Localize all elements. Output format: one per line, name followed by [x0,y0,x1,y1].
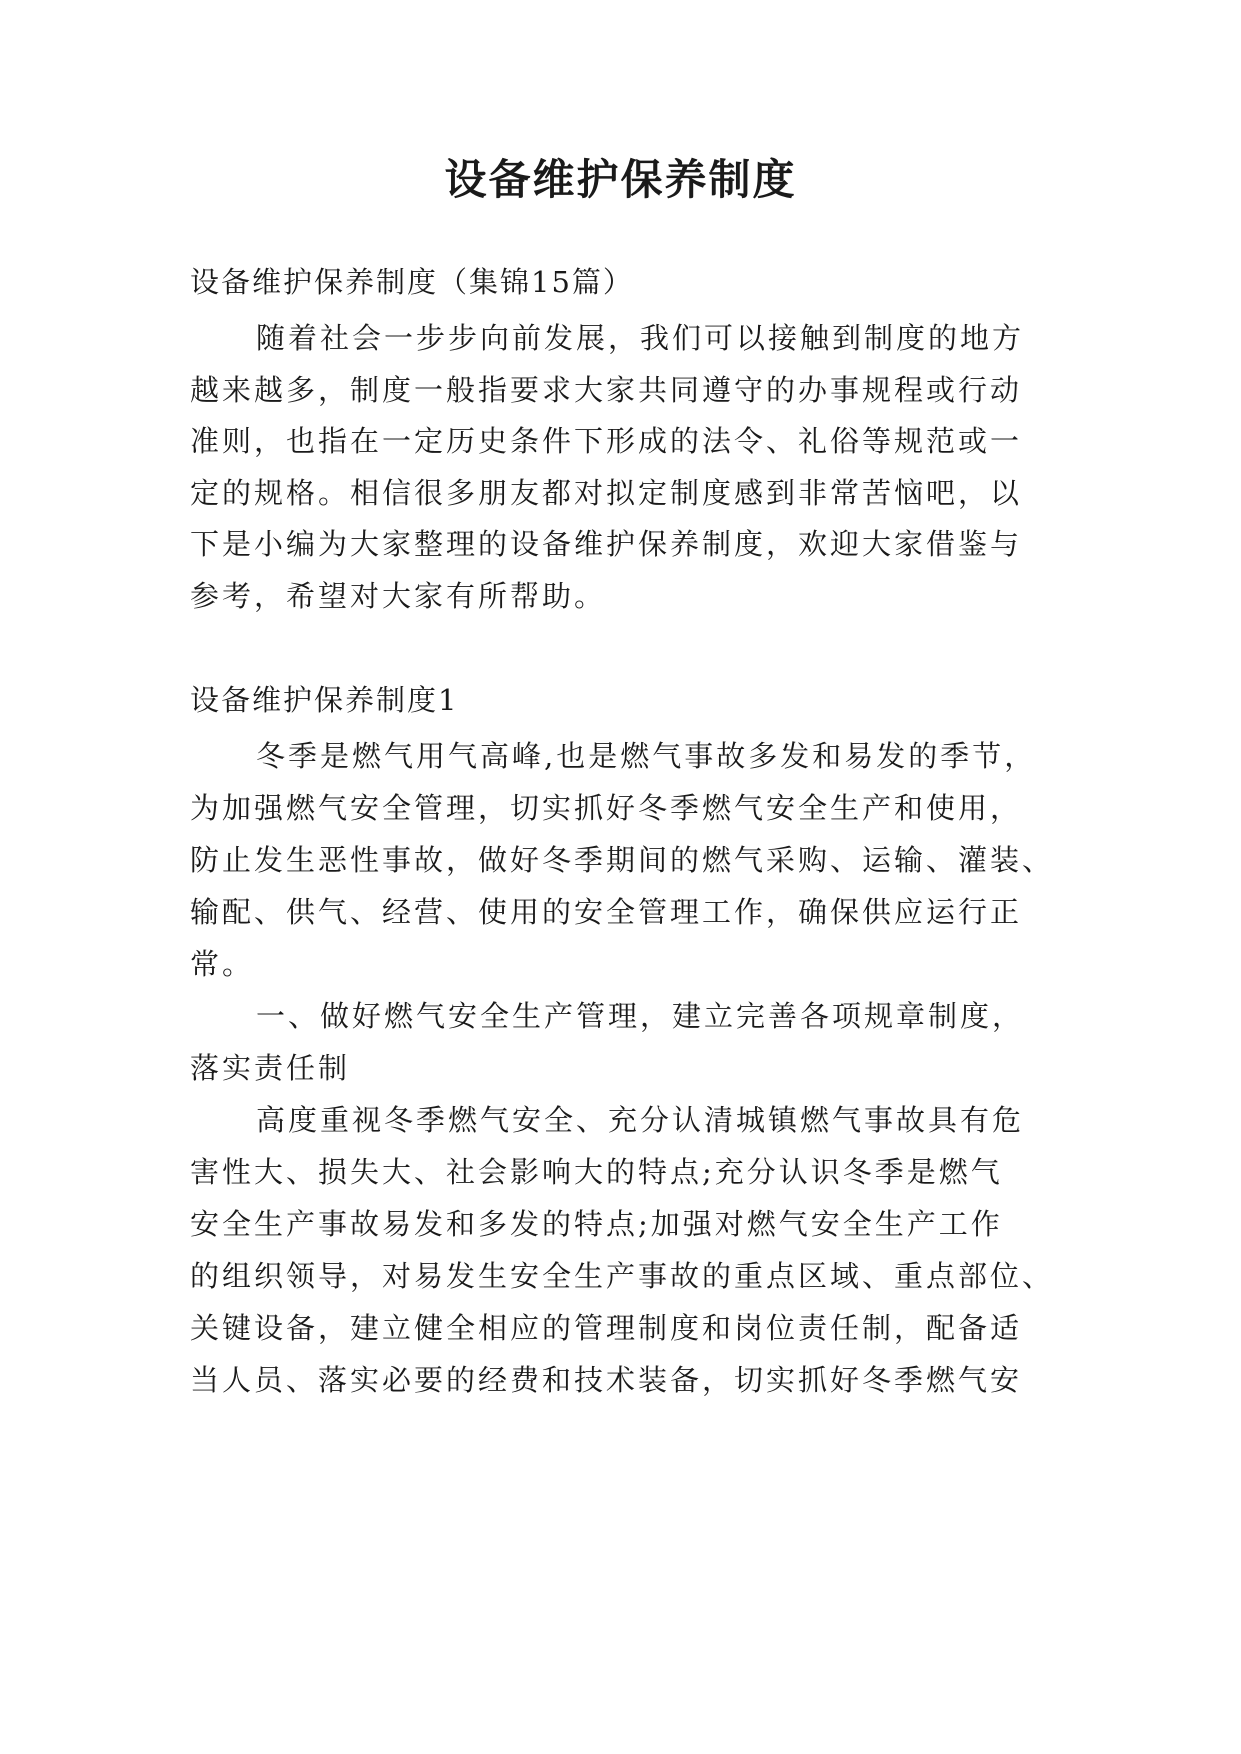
section1-para1-line: 常。 [190,947,255,981]
section1-para2-line: 关键设备，建立健全相应的管理制度和岗位责任制，配备适 [190,1311,1023,1345]
section-heading: 设备维护保养制度1 [190,683,459,717]
intro-line: 随着社会一步步向前发展，我们可以接触到制度的地方 [256,321,1025,355]
section1-para2-line: 害性大、损失大、社会影响大的特点;充分认识冬季是燃气 [190,1155,1003,1189]
section1-para2-line: 安全生产事故易发和多发的特点;加强对燃气安全生产工作 [190,1207,1003,1241]
document-title: 设备维护保养制度 [444,155,797,204]
intro-line: 定的规格。相信很多朋友都对拟定制度感到非常苦恼吧，以 [190,476,1023,510]
section1-para1-line: 冬季是燃气用气高峰,也是燃气事故多发和易发的季节， [256,739,1037,773]
section1-para1-line: 输配、供气、经营、使用的安全管理工作，确保供应运行正 [190,895,1023,929]
intro-line: 参考，希望对大家有所帮助。 [190,579,607,613]
section1-para2-line: 高度重视冬季燃气安全、充分认清城镇燃气事故具有危 [256,1103,1025,1137]
document-subtitle: 设备维护保养制度（集锦15篇） [190,265,634,299]
section1-para1-line: 防止发生恶性事故，做好冬季期间的燃气采购、运输、灌装、 [190,843,1055,877]
intro-line: 越来越多，制度一般指要求大家共同遵守的办事规程或行动 [190,373,1023,407]
intro-line: 下是小编为大家整理的设备维护保养制度，欢迎大家借鉴与 [190,527,1023,561]
section1-point-line: 落实责任制 [190,1051,351,1085]
section1-para2-line: 当人员、落实必要的经费和技术装备，切实抓好冬季燃气安 [190,1363,1023,1397]
section1-para2-line: 的组织领导，对易发生安全生产事故的重点区域、重点部位、 [190,1259,1055,1293]
section1-para1-line: 为加强燃气安全管理，切实抓好冬季燃气安全生产和使用， [190,791,1023,825]
intro-line: 准则，也指在一定历史条件下形成的法令、礼俗等规范或一 [190,424,1023,458]
section1-point-line: 一、做好燃气安全生产管理，建立完善各项规章制度， [256,999,1025,1033]
